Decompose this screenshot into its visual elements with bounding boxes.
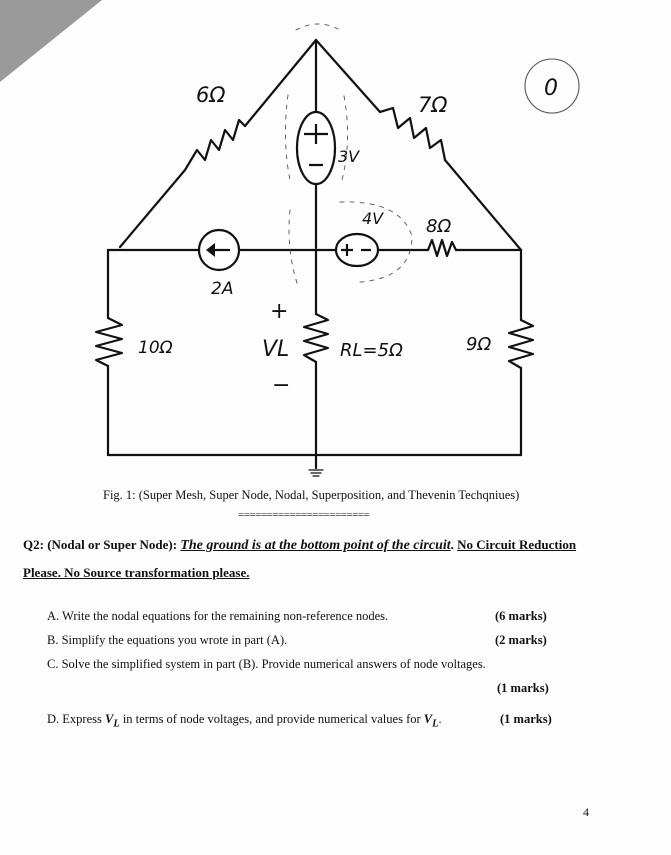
current-source-2a [199, 230, 239, 270]
question-label: Q2: (Nodal or Super Node): [23, 537, 178, 552]
question-line-2: Please. No Source transformation please. [23, 565, 250, 580]
label-rl: RL=5Ω [340, 340, 403, 361]
resistor-10-ohm [96, 318, 122, 366]
resistor-6-ohm [185, 120, 245, 170]
label-vl-minus: − [272, 373, 291, 398]
wire-top-right [445, 160, 521, 250]
no-reduction-note: No Circuit Reduction [457, 537, 577, 552]
ground-symbol [309, 470, 323, 476]
part-c-marks: (1 marks) [497, 681, 549, 695]
label-10-ohm: 10Ω [138, 338, 173, 358]
page-number: 4 [583, 805, 589, 819]
label-6-ohm: 6Ω [196, 83, 226, 107]
label-7-ohm: 7Ω [418, 93, 448, 117]
label-circled-mark: 0 [544, 76, 558, 101]
separator-line: ======================= [238, 509, 370, 521]
part-d-marks: (1 marks) [500, 712, 552, 726]
vl-symbol: $V_L$ [104, 712, 120, 730]
vl-symbol-2: $V_L$ [423, 712, 439, 730]
wire-top-right-upper [316, 40, 380, 112]
label-2a: 2A [211, 279, 234, 299]
label-9-ohm: 9Ω [466, 334, 492, 355]
question-heading: Q2: (Nodal or Super Node): The ground is at the bottom point of the circuit. No Circuit Reduction [23, 537, 577, 553]
part-d-text: D. Express $V_L$ in terms of node voltages, and provide numerical values for $V_L$. [47, 712, 442, 730]
part-c-text: C. Solve the simplified system in part (B). Provide numerical answers of node voltages. [47, 657, 486, 671]
voltage-source-3v [297, 112, 335, 184]
wire-top-left-upper [245, 40, 316, 126]
label-vl: VL [262, 337, 290, 362]
wire-top-left [120, 170, 185, 247]
resistor-rl [304, 314, 328, 362]
voltage-source-4v [336, 234, 378, 266]
label-8-ohm: 8Ω [426, 216, 452, 237]
part-a-marks: (6 marks) [495, 609, 547, 623]
part-b-marks: (2 marks) [495, 633, 547, 647]
ground-note: The ground is at the bottom point of the circuit [180, 538, 451, 553]
label-3v: 3V [338, 147, 360, 166]
label-4v: 4V [362, 209, 384, 228]
part-a-text: A. Write the nodal equations for the remaining non-reference nodes. [47, 609, 389, 623]
resistor-9-ohm [509, 320, 533, 368]
part-b-text: B. Simplify the equations you wrote in part (A). [47, 633, 288, 647]
resistor-8-ohm [428, 240, 456, 256]
figure-caption: Fig. 1: (Super Mesh, Super Node, Nodal, Superposition, and Thevenin Techqniues) [103, 488, 520, 502]
label-vl-plus: + [270, 299, 289, 324]
